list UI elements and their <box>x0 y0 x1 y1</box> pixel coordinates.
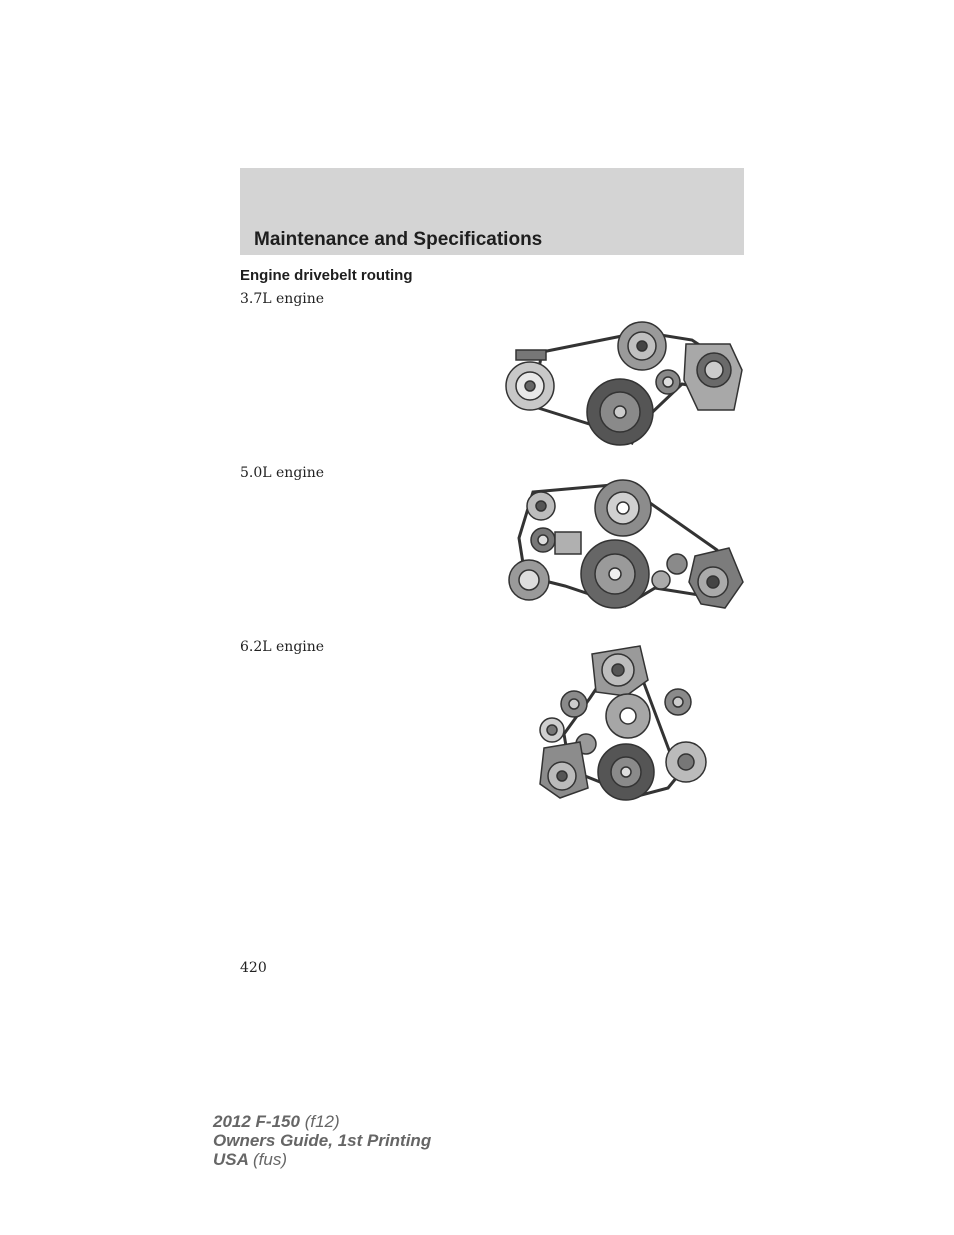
footer <box>213 1112 431 1169</box>
engine-label-6-2l: 6.2L engine <box>240 639 325 655</box>
footer-line-2: Owners Guide, 1st Printing <box>213 1131 432 1150</box>
footer-line-1 <box>213 1112 431 1131</box>
footer-market-code: (fus) <box>253 1150 287 1169</box>
page-number: 420 <box>240 960 267 976</box>
footer-model-code: (f12) <box>304 1112 340 1131</box>
section-title: Engine drivebelt routing <box>240 267 413 284</box>
page-title: Maintenance and Specifications <box>254 229 543 250</box>
engine-label-5-0l: 5.0L engine <box>240 465 325 481</box>
drivebelt-diagram-3-7l <box>502 318 746 446</box>
drivebelt-diagram-5-0l <box>505 478 745 610</box>
footer-market: USA <box>213 1150 249 1169</box>
footer-model: 2012 F-150 <box>213 1112 300 1131</box>
section-header-band <box>240 168 744 255</box>
engine-label-3-7l: 3.7L engine <box>240 291 325 307</box>
footer-line-3 <box>213 1150 431 1169</box>
drivebelt-diagram-6-2l <box>530 638 716 804</box>
